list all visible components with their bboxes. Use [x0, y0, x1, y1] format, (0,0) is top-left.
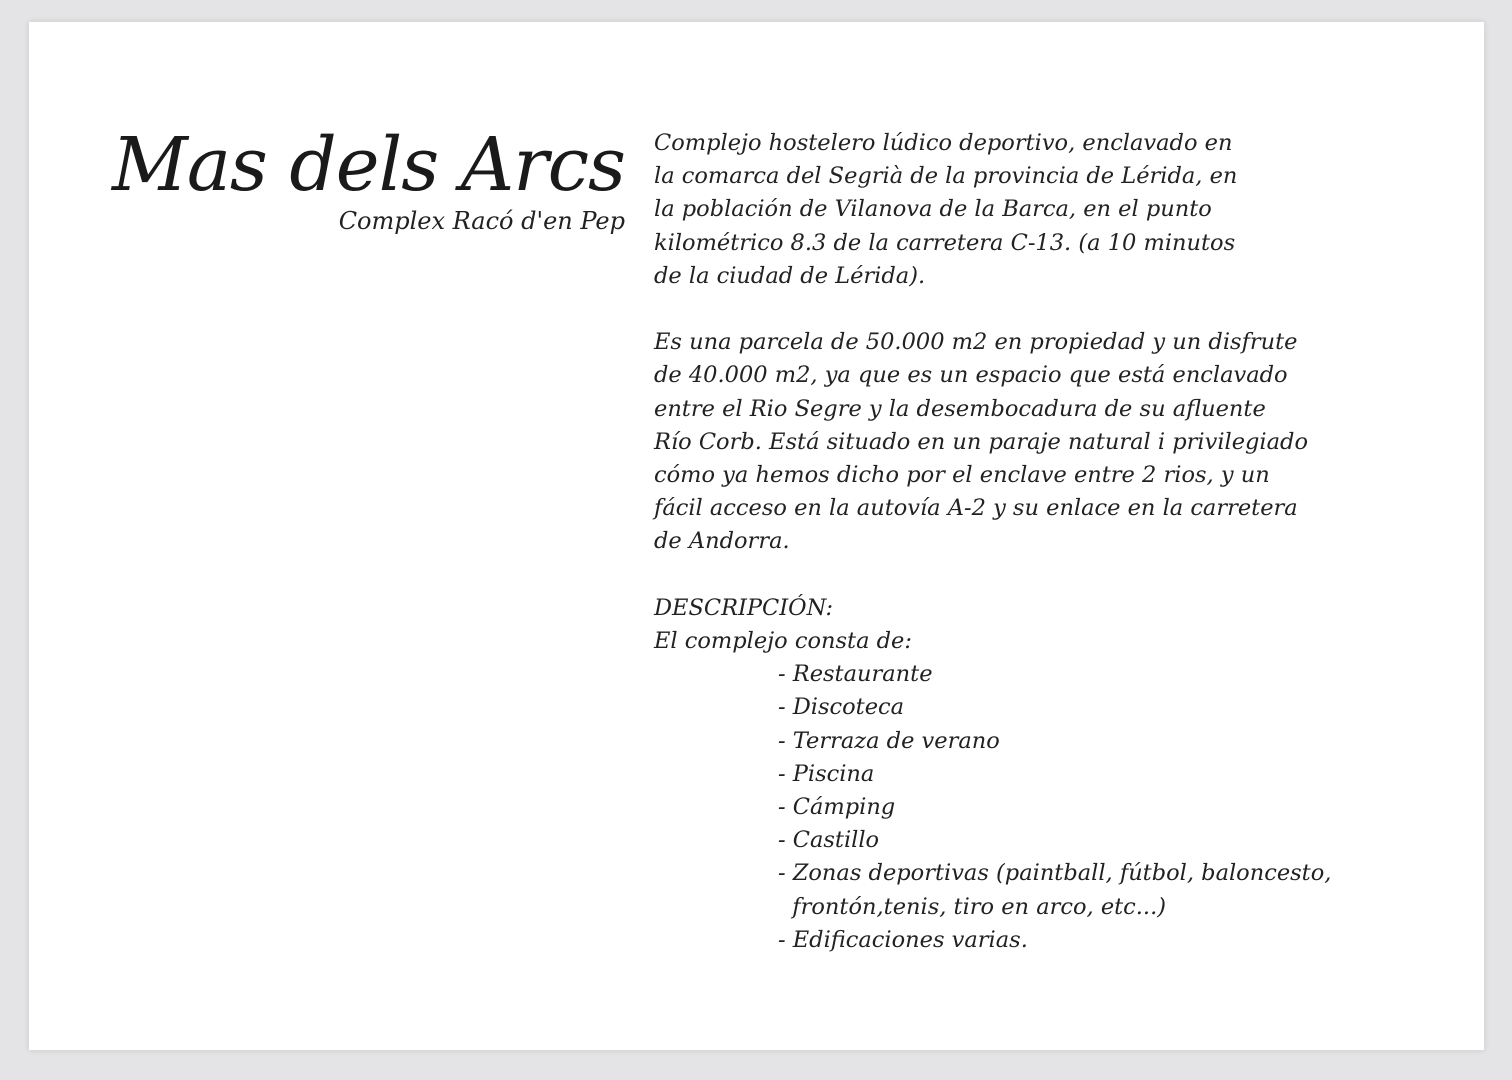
description-intro: El complejo consta de: — [654, 628, 912, 655]
text-line: Es una parcela de 50.000 m2 en propiedad y un disfrute — [654, 329, 1298, 356]
text-line: de Andorra. — [654, 528, 790, 555]
list-item: - Piscina — [778, 760, 875, 787]
text-line: Complejo hostelero lúdico deportivo, enclavado en — [654, 130, 1233, 156]
document-page — [29, 22, 1484, 1050]
list-item: - Cámping — [778, 794, 896, 821]
body-text — [654, 127, 1474, 957]
text-line: la comarca del Segrià de la provincia de Lérida, en — [654, 163, 1238, 190]
text-line: la población de Vilanova de la Barca, en el punto — [654, 196, 1212, 223]
page-title: Mas dels Arcs — [112, 122, 625, 208]
list-item: - Discoteca — [778, 694, 905, 721]
text-line: kilométrico 8.3 de la carretera C-13. (a 10 minutos — [654, 229, 1236, 256]
paragraph-location — [654, 127, 1474, 293]
text-line: de 40.000 m2, ya que es un espacio que está enclavado — [654, 362, 1288, 389]
text-line: Río Corb. Está situado en un paraje natural i privilegiado — [654, 428, 1308, 455]
list-item: - Edificaciones varias. — [778, 926, 1028, 953]
description-heading: DESCRIPCIÓN: — [654, 594, 834, 621]
title-block — [112, 122, 625, 234]
facilities-list — [654, 658, 1474, 957]
list-item: - Castillo — [778, 827, 880, 854]
text-line: fácil acceso en la autovía A-2 y su enlace en la carretera — [654, 495, 1298, 522]
text-line: de la ciudad de Lérida). — [654, 262, 926, 289]
list-item: frontón,tenis, tiro en arco, etc...) — [778, 893, 1167, 920]
text-line: cómo ya hemos dicho por el enclave entre 2 rios, y un — [654, 462, 1270, 489]
paragraph-spacer — [654, 559, 1474, 592]
page-subtitle: Complex Racó d'en Pep — [338, 207, 625, 235]
paragraph-spacer — [654, 293, 1474, 326]
list-item: - Restaurante — [778, 661, 933, 688]
text-line: entre el Rio Segre y la desembocadura de su afluente — [654, 395, 1266, 422]
paragraph-plot — [654, 326, 1474, 558]
list-item: - Zonas deportivas (paintball, fútbol, baloncesto, — [778, 860, 1332, 887]
list-item: - Terraza de verano — [778, 727, 1000, 754]
